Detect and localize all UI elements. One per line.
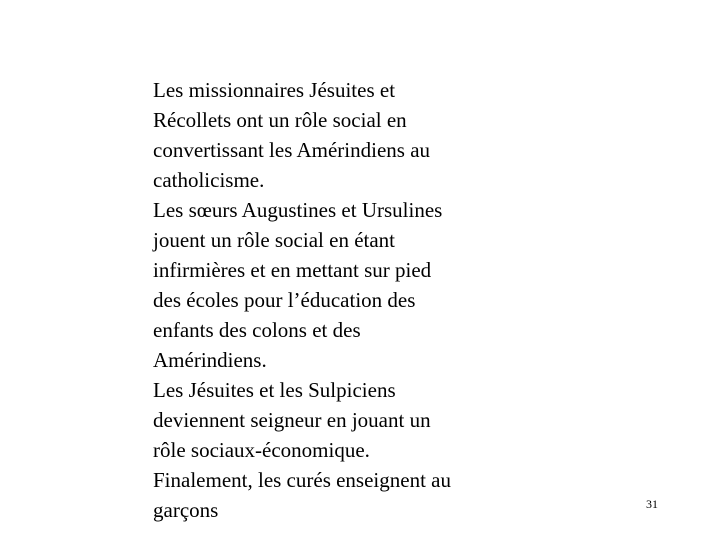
body-line-12: deviennent seigneur en jouant un: [153, 408, 431, 432]
body-line-3: convertissant les Amérindiens au: [153, 138, 431, 162]
body-line-8: des écoles pour l’éducation des: [153, 288, 416, 312]
body-line-6: jouent un rôle social en étant: [153, 228, 396, 252]
slide-body-text: [153, 75, 533, 525]
body-line-2: Récollets ont un rôle social en: [153, 108, 407, 132]
body-line-7: infirmières et en mettant sur pied: [153, 258, 432, 282]
page-number: 31: [646, 497, 658, 511]
body-line-13: rôle sociaux-économique.: [153, 438, 370, 462]
body-line-14: Finalement, les curés enseignent au: [153, 468, 451, 492]
body-line-4: catholicisme.: [153, 168, 265, 192]
body-line-11: Les Jésuites et les Sulpiciens: [153, 378, 396, 402]
body-line-5: Les sœurs Augustines et Ursulines: [153, 198, 443, 222]
body-line-15: garçons: [153, 498, 219, 522]
body-line-1: Les missionnaires Jésuites et: [153, 78, 396, 102]
body-line-9: enfants des colons et des: [153, 318, 361, 342]
body-line-10: Amérindiens.: [153, 348, 267, 372]
